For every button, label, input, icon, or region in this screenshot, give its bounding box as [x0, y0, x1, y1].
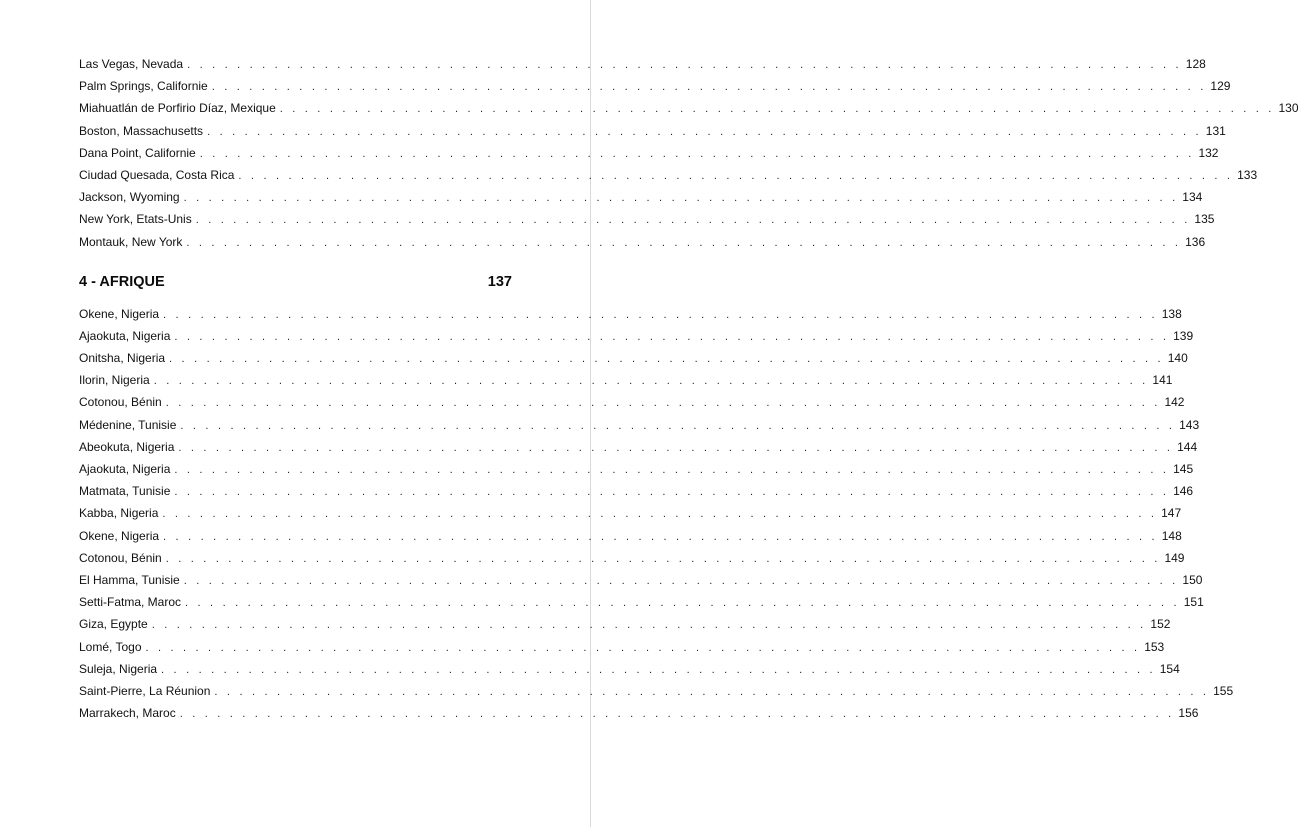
toc-entry-label: Kabba, Nigeria — [79, 506, 159, 521]
toc-entry-page-number: 129 — [1210, 79, 1231, 94]
dot-leader: . . . . . . . . . . . . . . . . . . . . . . . . . . . . . . . . . . . . . . . . . . . . . . . . . . . . . . . . . . . . . . . . . . . . . . . . . . . . . . . . — [211, 81, 1207, 94]
toc-entry-page-number: 150 — [1182, 572, 1203, 587]
toc-entry-page-number: 131 — [1205, 123, 1226, 138]
toc-entry — [79, 502, 1182, 524]
section-page-number: 137 — [487, 273, 512, 290]
dot-leader: . . . . . . . . . . . . . . . . . . . . . . . . . . . . . . . . . . . . . . . . . . . . . . . . . . . . . . . . . . . . . . . . . . . . . . . . . . . . . . . . — [151, 619, 1147, 632]
toc-entry — [79, 480, 1194, 502]
section-heading — [79, 270, 512, 294]
dot-leader: . . . . . . . . . . . . . . . . . . . . . . . . . . . . . . . . . . . . . . . . . . . . . . . . . . . . . . . . . . . . . . . . . . . . . . . . . . . . . . . . — [185, 597, 1180, 610]
toc-entry — [79, 75, 1231, 97]
dot-leader: . . . . . . . . . . . . . . . . . . . . . . . . . . . . . . . . . . . . . . . . . . . . . . . . . . . . . . . . . . . . . . . . . . . . . . . . . . . . . . . . — [207, 125, 1202, 138]
toc-entry-label: New York, Etats-Unis — [79, 212, 192, 227]
toc-entry — [79, 120, 1226, 142]
toc-entry-label: Ajaokuta, Nigeria — [79, 462, 171, 476]
toc-entry-label: Okene, Nigeria — [79, 306, 160, 321]
dot-leader: . . . . . . . . . . . . . . . . . . . . . . . . . . . . . . . . . . . . . . . . . . . . . . . . . . . . . . . . . . . . . . . . . . . . . . . . . . . . . . . . — [174, 464, 1170, 476]
toc-entry-label: Abeokuta, Nigeria — [79, 439, 175, 454]
toc-entry — [79, 142, 1219, 164]
dot-leader: . . . . . . . . . . . . . . . . . . . . . . . . . . . . . . . . . . . . . . . . . . . . . . . . . . . . . . . . . . . . . . . . . . . . . . . . . . . . . . . . — [214, 685, 1210, 698]
toc-entry-page-number: 133 — [1237, 167, 1258, 182]
toc-entry-page-number: 128 — [1185, 57, 1206, 71]
dot-leader: . . . . . . . . . . . . . . . . . . . . . . . . . . . . . . . . . . . . . . . . . . . . . . . . . . . . . . . . . . . . . . . . . . . . . . . . . . . . . . . . — [179, 708, 1175, 721]
dot-leader: . . . . . . . . . . . . . . . . . . . . . . . . . . . . . . . . . . . . . . . . . . . . . . . . . . . . . . . . . . . . . . . . . . . . . . . . . . . . . . . . — [195, 214, 1191, 227]
toc-entry-label: Saint-Pierre, La Réunion — [79, 683, 211, 698]
dot-leader: . . . . . . . . . . . . . . . . . . . . . . . . . . . . . . . . . . . . . . . . . . . . . . . . . . . . . . . . . . . . . . . . . . . . . . . . . . . . . . . . — [238, 169, 1234, 182]
dot-leader: . . . . . . . . . . . . . . . . . . . . . . . . . . . . . . . . . . . . . . . . . . . . . . . . . . . . . . . . . . . . . . . . . . . . . . . . . . . . . . . . — [199, 147, 1195, 160]
dot-leader: . . . . . . . . . . . . . . . . . . . . . . . . . . . . . . . . . . . . . . . . . . . . . . . . . . . . . . . . . . . . . . . . . . . . . . . . . . . . . . . . — [183, 574, 1179, 587]
toc-entry-label: Ciudad Quesada, Costa Rica — [79, 167, 235, 182]
dot-leader: . . . . . . . . . . . . . . . . . . . . . . . . . . . . . . . . . . . . . . . . . . . . . . . . . . . . . . . . . . . . . . . . . . . . . . . . . . . . . . . . — [162, 508, 1158, 521]
dot-leader: . . . . . . . . . . . . . . . . . . . . . . . . . . . . . . . . . . . . . . . . . . . . . . . . . . . . . . . . . . . . . . . . . . . . . . . . . . . . . . . . — [187, 59, 1182, 71]
dot-leader: . . . . . . . . . . . . . . . . . . . . . . . . . . . . . . . . . . . . . . . . . . . . . . . . . . . . . . . . . . . . . . . . . . . . . . . . . . . . . . . . — [153, 375, 1149, 388]
toc-entry — [79, 186, 1203, 208]
toc-entry-label: Cotonou, Bénin — [79, 395, 162, 410]
toc-entry-page-number: 138 — [1161, 306, 1182, 321]
toc-entry-label: Cotonou, Bénin — [79, 550, 162, 565]
toc-entry — [79, 208, 1215, 230]
toc-entry-page-number: 146 — [1173, 484, 1194, 499]
table-of-contents — [79, 53, 1299, 724]
toc-entry — [79, 347, 1188, 369]
dot-leader: . . . . . . . . . . . . . . . . . . . . . . . . . . . . . . . . . . . . . . . . . . . . . . . . . . . . . . . . . . . . . . . . . . . . . . . . . . . . . . . . — [163, 530, 1158, 543]
toc-entry — [79, 53, 1206, 75]
toc-entry-page-number: 132 — [1198, 145, 1219, 160]
dot-leader: . . . . . . . . . . . . . . . . . . . . . . . . . . . . . . . . . . . . . . . . . . . . . . . . . . . . . . . . . . . . . . . . . . . . . . . . . . . . . . . . — [279, 103, 1275, 116]
toc-entry-page-number: 140 — [1167, 351, 1188, 366]
toc-entry-label: Lomé, Togo — [79, 639, 142, 654]
dot-leader: . . . . . . . . . . . . . . . . . . . . . . . . . . . . . . . . . . . . . . . . . . . . . . . . . . . . . . . . . . . . . . . . . . . . . . . . . . . . . . . . — [161, 663, 1156, 676]
toc-entry — [79, 391, 1185, 413]
toc-entry-label: Okene, Nigeria — [79, 528, 160, 543]
toc-list-before — [79, 53, 1299, 253]
toc-entry-label: Montauk, New York — [79, 234, 183, 249]
toc-entry — [79, 436, 1198, 458]
toc-entry — [79, 369, 1173, 391]
toc-entry — [79, 680, 1234, 702]
dot-leader: . . . . . . . . . . . . . . . . . . . . . . . . . . . . . . . . . . . . . . . . . . . . . . . . . . . . . . . . . . . . . . . . . . . . . . . . . . . . . . . . — [186, 236, 1182, 249]
toc-entry-page-number: 141 — [1152, 373, 1173, 388]
toc-entry — [79, 591, 1204, 613]
toc-entry-label: Giza, Egypte — [79, 617, 148, 632]
toc-entry-page-number: 148 — [1161, 528, 1182, 543]
toc-entry-page-number: 143 — [1179, 417, 1200, 432]
toc-entry — [79, 525, 1182, 547]
dot-leader: . . . . . . . . . . . . . . . . . . . . . . . . . . . . . . . . . . . . . . . . . . . . . . . . . . . . . . . . . . . . . . . . . . . . . . . . . . . . . . . . — [183, 192, 1179, 205]
toc-entry — [79, 325, 1194, 347]
toc-entry — [79, 613, 1171, 635]
toc-entry-page-number: 147 — [1161, 506, 1182, 521]
toc-entry-page-number: 134 — [1182, 190, 1203, 205]
toc-entry-label: Dana Point, Californie — [79, 145, 196, 160]
dot-leader: . . . . . . . . . . . . . . . . . . . . . . . . . . . . . . . . . . . . . . . . . . . . . . . . . . . . . . . . . . . . . . . . . . . . . . . . . . . . . . . . — [165, 552, 1161, 565]
toc-list-after — [79, 303, 1234, 725]
toc-entry-label: Setti-Fatma, Maroc — [79, 595, 182, 610]
dot-leader: . . . . . . . . . . . . . . . . . . . . . . . . . . . . . . . . . . . . . . . . . . . . . . . . . . . . . . . . . . . . . . . . . . . . . . . . . . . . . . . . — [169, 353, 1164, 366]
toc-entry-label: Matmata, Tunisie — [79, 484, 171, 499]
toc-entry — [79, 97, 1299, 119]
dot-leader: . . . . . . . . . . . . . . . . . . . . . . . . . . . . . . . . . . . . . . . . . . . . . . . . . . . . . . . . . . . . . . . . . . . . . . . . . . . . . . . . — [145, 641, 1141, 654]
toc-entry-label: Palm Springs, Californie — [79, 79, 208, 94]
dot-leader: . . . . . . . . . . . . . . . . . . . . . . . . . . . . . . . . . . . . . . . . . . . . . . . . . . . . . . . . . . . . . . . . . . . . . . . . . . . . . . . . — [163, 308, 1158, 321]
toc-entry-page-number: 144 — [1177, 439, 1198, 454]
dot-leader: . . . . . . . . . . . . . . . . . . . . . . . . . . . . . . . . . . . . . . . . . . . . . . . . . . . . . . . . . . . . . . . . . . . . . . . . . . . . . . . . — [180, 419, 1176, 432]
section-title: 4 - AFRIQUE — [79, 273, 165, 290]
toc-entry-page-number: 152 — [1150, 617, 1171, 632]
toc-entry — [79, 231, 1206, 253]
toc-entry-page-number: 154 — [1159, 661, 1180, 676]
toc-entry-label: Ajaokuta, Nigeria — [79, 328, 171, 343]
toc-entry-label: Ilorin, Nigeria — [79, 373, 150, 388]
toc-entry-page-number: 130 — [1278, 101, 1299, 116]
toc-entry — [79, 569, 1203, 591]
toc-entry-page-number: 139 — [1173, 328, 1194, 343]
dot-leader: . . . . . . . . . . . . . . . . . . . . . . . . . . . . . . . . . . . . . . . . . . . . . . . . . . . . . . . . . . . . . . . . . . . . . . . . . . . . . . . . — [165, 397, 1161, 410]
toc-entry-page-number: 136 — [1185, 234, 1206, 249]
toc-entry — [79, 702, 1199, 724]
toc-entry — [79, 547, 1185, 569]
toc-entry-label: Las Vegas, Nevada — [79, 57, 184, 71]
toc-entry-page-number: 135 — [1194, 212, 1215, 227]
toc-entry — [79, 164, 1258, 186]
toc-entry-page-number: 151 — [1183, 595, 1204, 610]
toc-entry — [79, 458, 1194, 480]
toc-entry — [79, 414, 1200, 436]
toc-entry-page-number: 145 — [1173, 462, 1194, 476]
toc-entry-label: Médenine, Tunisie — [79, 417, 177, 432]
toc-entry-label: El Hamma, Tunisie — [79, 572, 180, 587]
toc-entry-page-number: 149 — [1164, 550, 1185, 565]
toc-entry-label: Boston, Massachusetts — [79, 123, 204, 138]
toc-entry-page-number: 153 — [1144, 639, 1165, 654]
dot-leader: . . . . . . . . . . . . . . . . . . . . . . . . . . . . . . . . . . . . . . . . . . . . . . . . . . . . . . . . . . . . . . . . . . . . . . . . . . . . . . . . — [174, 330, 1170, 343]
toc-entry-label: Miahuatlán de Porfirio Díaz, Mexique — [79, 101, 276, 116]
dot-leader: . . . . . . . . . . . . . . . . . . . . . . . . . . . . . . . . . . . . . . . . . . . . . . . . . . . . . . . . . . . . . . . . . . . . . . . . . . . . . . . . — [178, 441, 1174, 454]
toc-entry — [79, 636, 1165, 658]
toc-entry-page-number: 155 — [1213, 683, 1234, 698]
toc-entry-label: Jackson, Wyoming — [79, 190, 180, 205]
toc-entry-label: Marrakech, Maroc — [79, 706, 176, 721]
toc-entry-label: Onitsha, Nigeria — [79, 351, 166, 366]
toc-entry-label: Suleja, Nigeria — [79, 661, 158, 676]
toc-entry — [79, 303, 1182, 325]
toc-entry-page-number: 156 — [1178, 706, 1199, 721]
toc-entry-page-number: 142 — [1164, 395, 1185, 410]
toc-entry — [79, 658, 1180, 680]
dot-leader: . . . . . . . . . . . . . . . . . . . . . . . . . . . . . . . . . . . . . . . . . . . . . . . . . . . . . . . . . . . . . . . . . . . . . . . . . . . . . . . . — [174, 486, 1170, 499]
